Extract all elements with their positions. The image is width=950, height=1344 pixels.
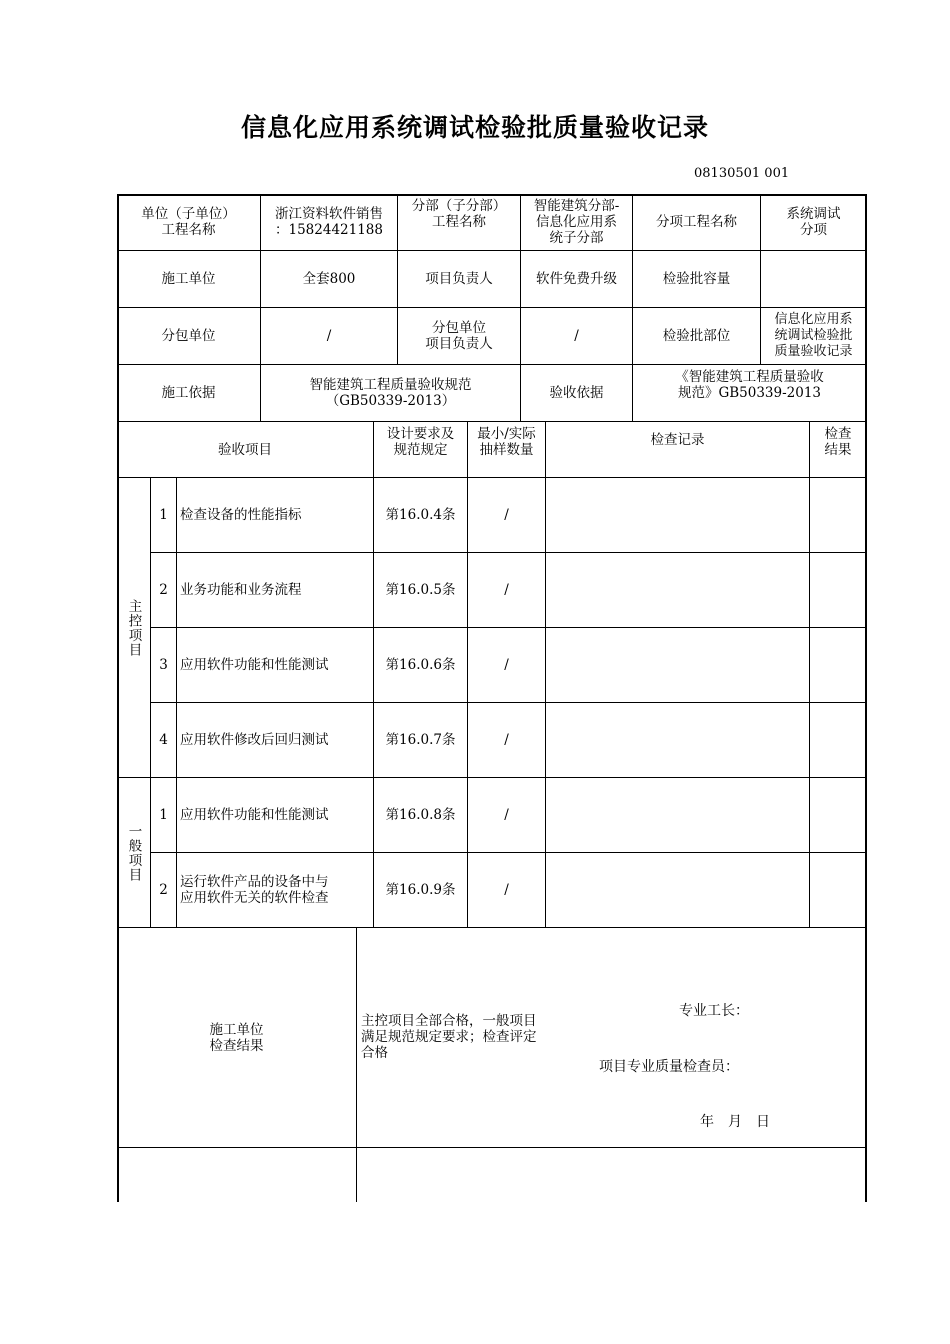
item-no: 1 [151,478,177,553]
item-clause: 第16.0.6条 [374,628,468,703]
item-no: 2 [151,553,177,628]
item-no: 2 [151,853,177,928]
item-no: 1 [151,778,177,853]
item-record [546,778,810,853]
item-sample: / [468,778,546,853]
item-sample: / [468,703,546,778]
contractor-value: 全套800 [261,251,398,308]
capacity-value [761,251,867,308]
pm-label: 项目负责人 [398,251,521,308]
item-name: 业务功能和业务流程 [177,553,374,628]
accept-basis-value: 《智能建筑工程质量验收 规范》GB50339-2013 [633,365,867,422]
part-value: 信息化应用系 统调试检验批 质量验收记录 [761,308,867,365]
accept-basis-label: 验收依据 [521,365,633,422]
inspector-label: 项目专业质量检查员： [599,1059,739,1075]
date-label: 年 月 日 [700,1114,770,1130]
item-clause: 第16.0.4条 [374,478,468,553]
subitem-value: 系统调试 分项 [761,194,867,251]
unit-value: 浙江资料软件销售 ：15824421188 [261,194,398,251]
item-result [810,553,867,628]
result-label: 施工单位 检查结果 [117,928,357,1148]
next-row-label [117,1148,357,1202]
capacity-label: 检验批容量 [633,251,761,308]
division-value: 智能建筑分部- 信息化应用系 统子分部 [521,194,633,251]
unit-label: 单位（子单位） 工程名称 [117,194,261,251]
basis-label: 施工依据 [117,365,261,422]
main-group-text: 主控项目 [125,598,142,657]
general-group-text: 一般项目 [125,823,142,882]
item-record [546,628,810,703]
document-title: 信息化应用系统调试检验批质量验收记录 [240,113,709,142]
item-result [810,628,867,703]
item-record [546,703,810,778]
sub-pm-value: / [521,308,633,365]
item-clause: 第16.0.5条 [374,553,468,628]
item-sample: / [468,553,546,628]
item-no: 3 [151,628,177,703]
item-result [810,703,867,778]
item-result [810,853,867,928]
item-record [546,478,810,553]
item-name: 运行软件产品的设备中与 应用软件无关的软件检查 [177,853,374,928]
sub-label: 分包单位 [117,308,261,365]
col-result-header: 检查 结果 [810,422,867,478]
item-result [810,478,867,553]
foreman-label: 专业工长： [679,1003,749,1019]
document-code: 08130501 001 [694,166,790,181]
item-sample: / [468,478,546,553]
pm-value: 软件免费升级 [521,251,633,308]
item-sample: / [468,853,546,928]
item-clause: 第16.0.8条 [374,778,468,853]
item-name: 应用软件功能和性能测试 [177,778,374,853]
general-group-label [117,778,151,928]
item-name: 应用软件修改后回归测试 [177,703,374,778]
item-name: 检查设备的性能指标 [177,478,374,553]
col-item-header: 验收项目 [117,422,374,478]
col-record-header: 检查记录 [546,422,810,478]
item-clause: 第16.0.9条 [374,853,468,928]
sub-value: / [261,308,398,365]
part-label: 检验批部位 [633,308,761,365]
result-text: 主控项目全部合格，一般项目 满足规范规定要求；检查评定 合格 [361,1013,537,1061]
item-sample: / [468,628,546,703]
col-req-header: 设计要求及 规范规定 [374,422,468,478]
item-record [546,553,810,628]
sub-pm-label: 分包单位 项目负责人 [398,308,521,365]
item-clause: 第16.0.7条 [374,703,468,778]
division-label: 分部（子分部） 工程名称 [398,194,521,251]
next-row-cell [357,1148,867,1202]
item-result [810,778,867,853]
item-name: 应用软件功能和性能测试 [177,628,374,703]
main-group-label [117,478,151,778]
item-no: 4 [151,703,177,778]
basis-value: 智能建筑工程质量验收规范 （GB50339-2013） [261,365,521,422]
item-record [546,853,810,928]
col-sample-header: 最小/实际 抽样数量 [468,422,546,478]
contractor-label: 施工单位 [117,251,261,308]
subitem-label: 分项工程名称 [633,194,761,251]
